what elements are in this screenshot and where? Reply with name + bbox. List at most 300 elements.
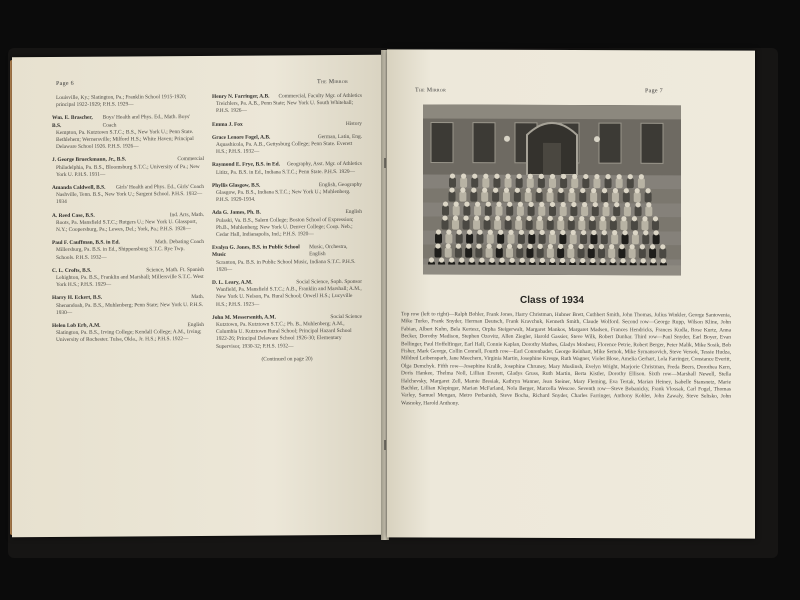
student-face <box>496 202 501 207</box>
student-figure <box>445 248 452 258</box>
student-figure <box>624 206 631 216</box>
student-face <box>580 258 585 263</box>
student-face <box>636 202 641 207</box>
student-face <box>630 244 635 249</box>
student-face <box>639 174 644 179</box>
student-face <box>650 244 655 249</box>
student-figure <box>475 248 482 258</box>
student-face <box>653 216 658 221</box>
student-figure <box>598 248 605 258</box>
student-face <box>505 174 510 179</box>
student-face <box>632 216 637 221</box>
student-figure <box>653 234 660 244</box>
student-figure <box>442 220 449 230</box>
class-photo-image <box>423 104 681 275</box>
faculty-name: Evalyn G. Jones, B.S. in Public School Music <box>212 244 300 259</box>
student-figure <box>560 178 567 188</box>
student-face <box>476 244 481 249</box>
faculty-details: Louisville, Ky.; Slatington, Pa.; Franklin School 1915-1920; principal 1922-1929; P.H.S. 1929— <box>56 94 187 109</box>
faculty-name: J. George Brueckmann, Jr., B.S. <box>52 156 127 164</box>
student-face <box>651 258 656 263</box>
student-face <box>506 216 511 221</box>
student-figure <box>580 234 587 244</box>
student-face <box>499 258 504 263</box>
student-figure <box>629 248 636 258</box>
staple <box>384 440 386 450</box>
faculty-entry <box>52 322 204 345</box>
faculty-entry <box>52 239 204 262</box>
faculty-name: Phyllis Glasgow, B.S. <box>212 182 261 189</box>
student-face <box>560 258 565 263</box>
faculty-column-right <box>212 93 362 364</box>
student-figure <box>568 192 575 202</box>
student-figure <box>549 234 556 244</box>
student-face <box>486 244 491 249</box>
student-face <box>620 258 625 263</box>
student-face <box>602 230 607 235</box>
student-figure <box>549 206 556 216</box>
student-figure <box>539 234 546 244</box>
student-face <box>593 202 598 207</box>
faculty-details: Slatington, Pa. B.S., Irving College; Kendall College; A.M., Irving; University of Rochester. Tulsa, Okla., Jr. H.S.; P.H.S. 1922— <box>56 329 202 344</box>
student-face <box>436 229 441 234</box>
student-face <box>582 202 587 207</box>
building-window <box>599 123 621 163</box>
student-figure <box>610 220 617 230</box>
photo-caption-title: Class of 1934 <box>520 294 584 307</box>
faculty-details: Millersburg, Pa. B.S. in Ed., Shippensburg S.T.C. Rye Twp. Schools. P.H.S. 1932— <box>56 246 185 261</box>
student-figure <box>567 248 574 258</box>
faculty-entry <box>52 156 204 179</box>
right-running-title: The Mirror <box>415 87 447 94</box>
faculty-subject: Science, Math. Ft. Spanish <box>146 266 204 274</box>
student-face <box>619 244 624 249</box>
student-face <box>517 244 522 249</box>
faculty-entry <box>212 279 362 309</box>
faculty-entry <box>212 182 362 205</box>
faculty-subject: Social Science <box>330 313 362 320</box>
student-figure <box>506 248 513 258</box>
student-face <box>517 174 522 179</box>
student-face <box>548 216 553 221</box>
student-face <box>572 174 577 179</box>
student-figure <box>649 248 656 258</box>
student-figure <box>474 206 481 216</box>
student-figure <box>601 234 608 244</box>
student-face <box>439 257 444 262</box>
student-figure <box>470 192 477 202</box>
student-figure <box>568 220 575 230</box>
student-face <box>483 174 488 179</box>
faculty-subject: English, Geography <box>318 181 362 188</box>
student-figure <box>578 220 585 230</box>
student-figure <box>452 220 459 230</box>
faculty-subject: German, Latin, Eng. <box>317 133 362 140</box>
faculty-entry <box>212 161 362 176</box>
student-face <box>507 244 512 249</box>
student-figure <box>514 192 521 202</box>
student-figure <box>547 192 554 202</box>
student-figure <box>482 178 489 188</box>
student-figure <box>590 192 597 202</box>
student-figure <box>449 192 456 202</box>
faculty-entry <box>212 314 362 351</box>
student-figure <box>516 248 523 258</box>
faculty-name: C. L. Crofts, B.S. <box>52 267 92 274</box>
student-face <box>442 215 447 220</box>
faculty-subject: History <box>345 120 362 127</box>
faculty-name: John M. Messersmith, A.M. <box>212 314 276 321</box>
faculty-subject: English <box>187 322 204 329</box>
left-page-number: Page 6 <box>56 80 74 87</box>
student-figure <box>506 206 513 216</box>
student-figure <box>486 248 493 258</box>
student-figure <box>505 220 512 230</box>
student-figure <box>601 192 608 202</box>
student-face <box>530 258 535 263</box>
student-figure <box>578 248 585 258</box>
student-figure <box>570 206 577 216</box>
front-step <box>423 264 681 275</box>
student-figure <box>645 206 652 216</box>
student-figure <box>616 178 623 188</box>
faculty-details: Shenandoah, Pa. B.S., Muhlenberg; Penn State; New York U. P.H.S. 1930— <box>56 301 204 316</box>
student-face <box>508 230 513 235</box>
student-face <box>641 258 646 263</box>
faculty-entry <box>212 209 362 239</box>
student-figure <box>455 248 462 258</box>
student-figure <box>590 234 597 244</box>
student-figure <box>589 220 596 230</box>
student-face <box>449 187 454 192</box>
student-face <box>507 202 512 207</box>
student-face <box>453 215 458 220</box>
student-figure <box>581 206 588 216</box>
faculty-entry-heading <box>52 114 204 129</box>
student-face <box>661 258 666 263</box>
student-figure <box>459 192 466 202</box>
student-face <box>494 174 499 179</box>
student-figure <box>435 248 442 258</box>
faculty-subject: Commercial <box>177 156 204 163</box>
student-figure <box>642 234 649 244</box>
lamp <box>594 136 600 142</box>
student-figure <box>579 192 586 202</box>
student-figure <box>508 234 515 244</box>
faculty-subject: Commercial, Faculty Mgr. of Athletics <box>278 92 362 100</box>
faculty-details: Roots, Pa. Mansfield S.T.C.; Rutgers U.; New York U. Glassport, N.Y.; Coopersburg, Pa.; Lewes, Del.; York, Pa.; P.H.S. 1928— <box>56 218 197 234</box>
faculty-name: Grace Lenore Fogel, A.B. <box>212 134 271 141</box>
left-running-title: The Mirror <box>317 78 349 86</box>
right-page-number: Page 7 <box>645 88 663 95</box>
student-face <box>550 202 555 207</box>
student-face <box>539 174 544 179</box>
student-figure <box>547 248 554 258</box>
student-face <box>528 174 533 179</box>
student-face <box>583 174 588 179</box>
student-figure <box>605 178 612 188</box>
student-face <box>466 244 471 249</box>
faculty-entry <box>212 134 362 157</box>
student-face <box>558 216 563 221</box>
student-face <box>510 258 515 263</box>
student-figure <box>471 178 478 188</box>
student-figure <box>570 234 577 244</box>
student-figure <box>497 234 504 244</box>
student-face <box>520 258 525 263</box>
student-figure <box>620 220 627 230</box>
student-face <box>561 202 566 207</box>
student-face <box>459 258 464 263</box>
student-face <box>449 257 454 262</box>
student-face <box>537 188 542 193</box>
student-face <box>527 216 532 221</box>
student-figure <box>494 220 501 230</box>
faculty-entry <box>212 120 362 128</box>
faculty-details: Scranton, Pa. B.S. in Public School Music, Indiana S.T.C. P.H.S. 1928— <box>216 258 356 273</box>
student-figure <box>612 192 619 202</box>
student-face <box>600 216 605 221</box>
faculty-details: Glasgow, Pa. B.S., Indiana S.T.C.; New York U.; Muhlenberg. P.H.S. 1929-1934. <box>216 188 351 204</box>
student-face <box>591 230 596 235</box>
student-face <box>578 244 583 249</box>
student-face <box>614 202 619 207</box>
student-figure <box>536 192 543 202</box>
student-face <box>600 258 605 263</box>
student-face <box>643 230 648 235</box>
student-figure <box>582 178 589 188</box>
faculty-details: Philadelphia, Pa. B.S., Bloomsburg S.T.C.; University of Pa.; New York U. P.H.S. 1931— <box>56 163 200 178</box>
student-figure <box>466 234 473 244</box>
faculty-name: Helen Lob Erb, A.M. <box>52 322 101 330</box>
student-face <box>519 230 524 235</box>
student-face <box>498 230 503 235</box>
student-face <box>646 188 651 193</box>
student-figure <box>538 178 545 188</box>
student-face <box>560 230 565 235</box>
faculty-entry <box>212 93 362 116</box>
student-face <box>515 188 520 193</box>
student-figure <box>635 206 642 216</box>
faculty-name: A. Reed Case, B.S. <box>52 212 95 219</box>
student-figure <box>627 178 634 188</box>
faculty-details: Kempton, Pa. Kutztown S.T.C.; B.S., New York U.; Penn State. Bethlehem; Wernersville; Milford H.S.; White Haven; Principal Delaware School 1926. P.H.S. 1926— <box>56 128 194 151</box>
student-face <box>609 244 614 249</box>
right-page <box>387 49 755 538</box>
building-window <box>431 123 453 163</box>
student-figure <box>485 206 492 216</box>
student-face <box>640 244 645 249</box>
student-figure <box>623 192 630 202</box>
building-window <box>641 123 663 163</box>
student-figure <box>538 206 545 216</box>
student-face <box>625 202 630 207</box>
student-face <box>461 174 466 179</box>
student-face <box>579 216 584 221</box>
student-face <box>526 188 531 193</box>
faculty-details: Nashville, Tenn. B.S., New York U.; Sargent School. P.H.S. 1932—1934 <box>56 191 203 206</box>
student-figure <box>526 220 533 230</box>
student-figure <box>557 220 564 230</box>
student-face <box>488 230 493 235</box>
student-figure <box>638 178 645 188</box>
student-figure <box>622 234 629 244</box>
student-face <box>474 216 479 221</box>
class-photo <box>423 104 681 275</box>
student-face <box>631 258 636 263</box>
student-face <box>497 244 502 249</box>
faculty-entry-heading <box>212 120 362 128</box>
student-face <box>538 244 543 249</box>
student-figure <box>559 234 566 244</box>
faculty-subject: Ind. Arts, Math. <box>169 211 204 218</box>
student-face <box>568 244 573 249</box>
student-figure <box>463 220 470 230</box>
student-face <box>548 244 553 249</box>
student-figure <box>557 192 564 202</box>
student-face <box>454 201 459 206</box>
student-figure <box>526 248 533 258</box>
student-figure <box>588 248 595 258</box>
student-face <box>489 258 494 263</box>
faculty-subject: Boys' Health and Phys. Ed., Math. Boys' Coach <box>102 114 191 129</box>
student-face <box>628 174 633 179</box>
faculty-subject: Social Science, Soph. Sponsor <box>296 278 362 286</box>
student-figure <box>560 206 567 216</box>
faculty-details: Kutztown, Pa. Kutztown S.T.C.; Ph. B., Muhlenberg; A.M., Columbia U. Kutztown Rural School; Principal Hazard School 1922-26; Principal Delaware School 1926-30; Elementary Supervisor, 1930-32; P.H.S. 1932— <box>216 321 352 350</box>
student-figure <box>599 220 606 230</box>
student-face <box>591 188 596 193</box>
student-figure <box>549 178 556 188</box>
student-face <box>529 202 534 207</box>
student-figure <box>527 178 534 188</box>
faculty-name: Wm. E. Brascher, B.S. <box>52 115 93 129</box>
student-face <box>610 258 615 263</box>
student-face <box>569 216 574 221</box>
student-figure <box>608 248 615 258</box>
student-figure <box>639 248 646 258</box>
student-face <box>516 216 521 221</box>
student-face <box>456 243 461 248</box>
student-figure <box>631 220 638 230</box>
student-figure <box>537 248 544 258</box>
faculty-subject: Geography, Asst. Mgr. of Athletics <box>287 161 362 168</box>
student-face <box>599 244 604 249</box>
student-face <box>646 202 651 207</box>
student-figure <box>456 234 463 244</box>
student-figure <box>449 178 456 188</box>
student-figure <box>503 192 510 202</box>
student-face <box>540 258 545 263</box>
student-figure <box>659 248 666 258</box>
student-figure <box>463 206 470 216</box>
faculty-entry <box>212 244 362 274</box>
student-face <box>479 258 484 263</box>
student-face <box>467 230 472 235</box>
student-face <box>580 188 585 193</box>
student-face <box>589 244 594 249</box>
student-figure <box>493 178 500 188</box>
student-figure <box>492 192 499 202</box>
student-face <box>642 216 647 221</box>
student-face <box>540 230 545 235</box>
student-face <box>472 174 477 179</box>
lamp <box>504 136 510 142</box>
faculty-column-left <box>52 94 204 351</box>
student-figure <box>487 234 494 244</box>
student-face <box>594 174 599 179</box>
student-face <box>558 244 563 249</box>
student-figure <box>525 192 532 202</box>
student-figure <box>618 248 625 258</box>
faculty-entry <box>52 294 204 317</box>
photo-caption-body: Top row (left to right)—Ralph Bohler, Frank Jones, Harry Christman, Hubner Brett, Cuthbert Smith, John Thomas, Julius Winkler, George Santovenia, Mike Turko, Frank Snyder, Herman Deutsch, Frank Kravchuk, Kenneth Smith, Claude Wolford. Second row—George Rupp, Wilson Kline, John Fabian, Albert Kuhn, Bela Kertesz, Orpha Steigerwalt, Margaret Mankos, Margaret Madsen, Frances Hendricks, Frances Kudla, Rose Kurtz, Anna Becker, Dorothy Madison, Stephen Ozovitz, Allen Ziegler, Harold Gassier, Steve Wilk, Robert Dunbar. Third row—Paul Snyder, Earl Boyer, Evan Bollinger, Paul Hoffelfinger, Earl Hall, Connie Kaplan, Dorothy Mathes, Gladys Moshesr, Florence Petrie, Robert Berger, Peter Malik, Mike Sosik, Bob Fisher, Mark George, Collin Connell, Fourth row—Earl Conrenbader, George Reinhart, Mike Semok, Mike Symansovich, Steve Versok, Tessie Hudza, Mildred Leibensparh, Jane Meechem, Virginia Martin, Josephine Kresge, Ruth Wagner, Violet Blose, Amelia Gerhart, Lola Farringer, Constance Everitt, Olga Demchyk. Fifth row—Josephine Kralik, Josephine Chruney, Mary Muslinsh, Evelyn Wright, Marjorie Christman, Freda Beers, Dorothea Kern, Doris Hankee, Thelma Noll, Lillian Everett, Gladys Gruss, Ruth Martin, Berta Kistler, Dorothy Ellison. Sixth row—Marshall Newell, Stella Halchevsky, Margaret Zell, Mamie Bresiak, Kathryn Wanner, Jean Steiner, Mary Fleming, Eva Tertak, Marian Heiney, Isabelle Stansnetz, Marie Bachler, Lillian Klepinger, Marian McFarland, Nola Berger, Marcella Wescoe. Seventh row—Steve Bobanicky, Frank Vlossak, Carl Fogel, Thomas Varley, Samuel Mengan, Metro Perbanish, Steve Bocha, Richard Snyder, Charles Farringer, Anthony Kohler, John Zawaly, Steve Seltsko, John Wasnoky, Harold Anthony. <box>401 311 731 407</box>
student-figure <box>518 234 525 244</box>
staple <box>384 158 386 168</box>
student-face <box>539 202 544 207</box>
faculty-subject: Math. <box>191 294 204 301</box>
student-face <box>550 174 555 179</box>
student-face <box>569 188 574 193</box>
student-face <box>547 188 552 193</box>
student-figure <box>515 220 522 230</box>
student-figure <box>652 220 659 230</box>
student-figure <box>634 192 641 202</box>
student-figure <box>476 234 483 244</box>
student-face <box>633 230 638 235</box>
student-face <box>660 244 665 249</box>
student-face <box>603 202 608 207</box>
faculty-name: Amanda Caldwell, B.S. <box>52 184 106 192</box>
continued-note: (Continued on page 20) <box>261 356 313 363</box>
student-face <box>471 188 476 193</box>
student-face <box>504 188 509 193</box>
student-face <box>621 216 626 221</box>
student-figure <box>496 206 503 216</box>
student-face <box>571 202 576 207</box>
student-figure <box>547 220 554 230</box>
student-figure <box>445 234 452 244</box>
student-face <box>475 202 480 207</box>
student-face <box>571 230 576 235</box>
faculty-subject: Music, Orchestra, English <box>309 244 348 258</box>
student-face <box>558 188 563 193</box>
student-figure <box>645 192 652 202</box>
student-face <box>518 202 523 207</box>
faculty-details: Treichlers, Pa. A.B., Penn State; New York U. South Whitehall; P.H.S. 1926— <box>216 100 354 115</box>
student-figure <box>593 178 600 188</box>
student-face <box>457 230 462 235</box>
faculty-entry <box>52 212 204 235</box>
student-face <box>581 230 586 235</box>
student-face <box>602 188 607 193</box>
student-face <box>612 230 617 235</box>
student-figure <box>481 192 488 202</box>
student-face <box>460 188 465 193</box>
student-face <box>446 229 451 234</box>
student-figure <box>603 206 610 216</box>
left-page <box>12 55 385 538</box>
faculty-entry <box>52 114 204 151</box>
student-face <box>561 174 566 179</box>
student-figure <box>516 178 523 188</box>
student-figure <box>557 248 564 258</box>
student-face <box>464 202 469 207</box>
faculty-entry <box>52 267 204 290</box>
student-face <box>443 201 448 206</box>
student-face <box>605 174 610 179</box>
student-figure <box>435 234 442 244</box>
